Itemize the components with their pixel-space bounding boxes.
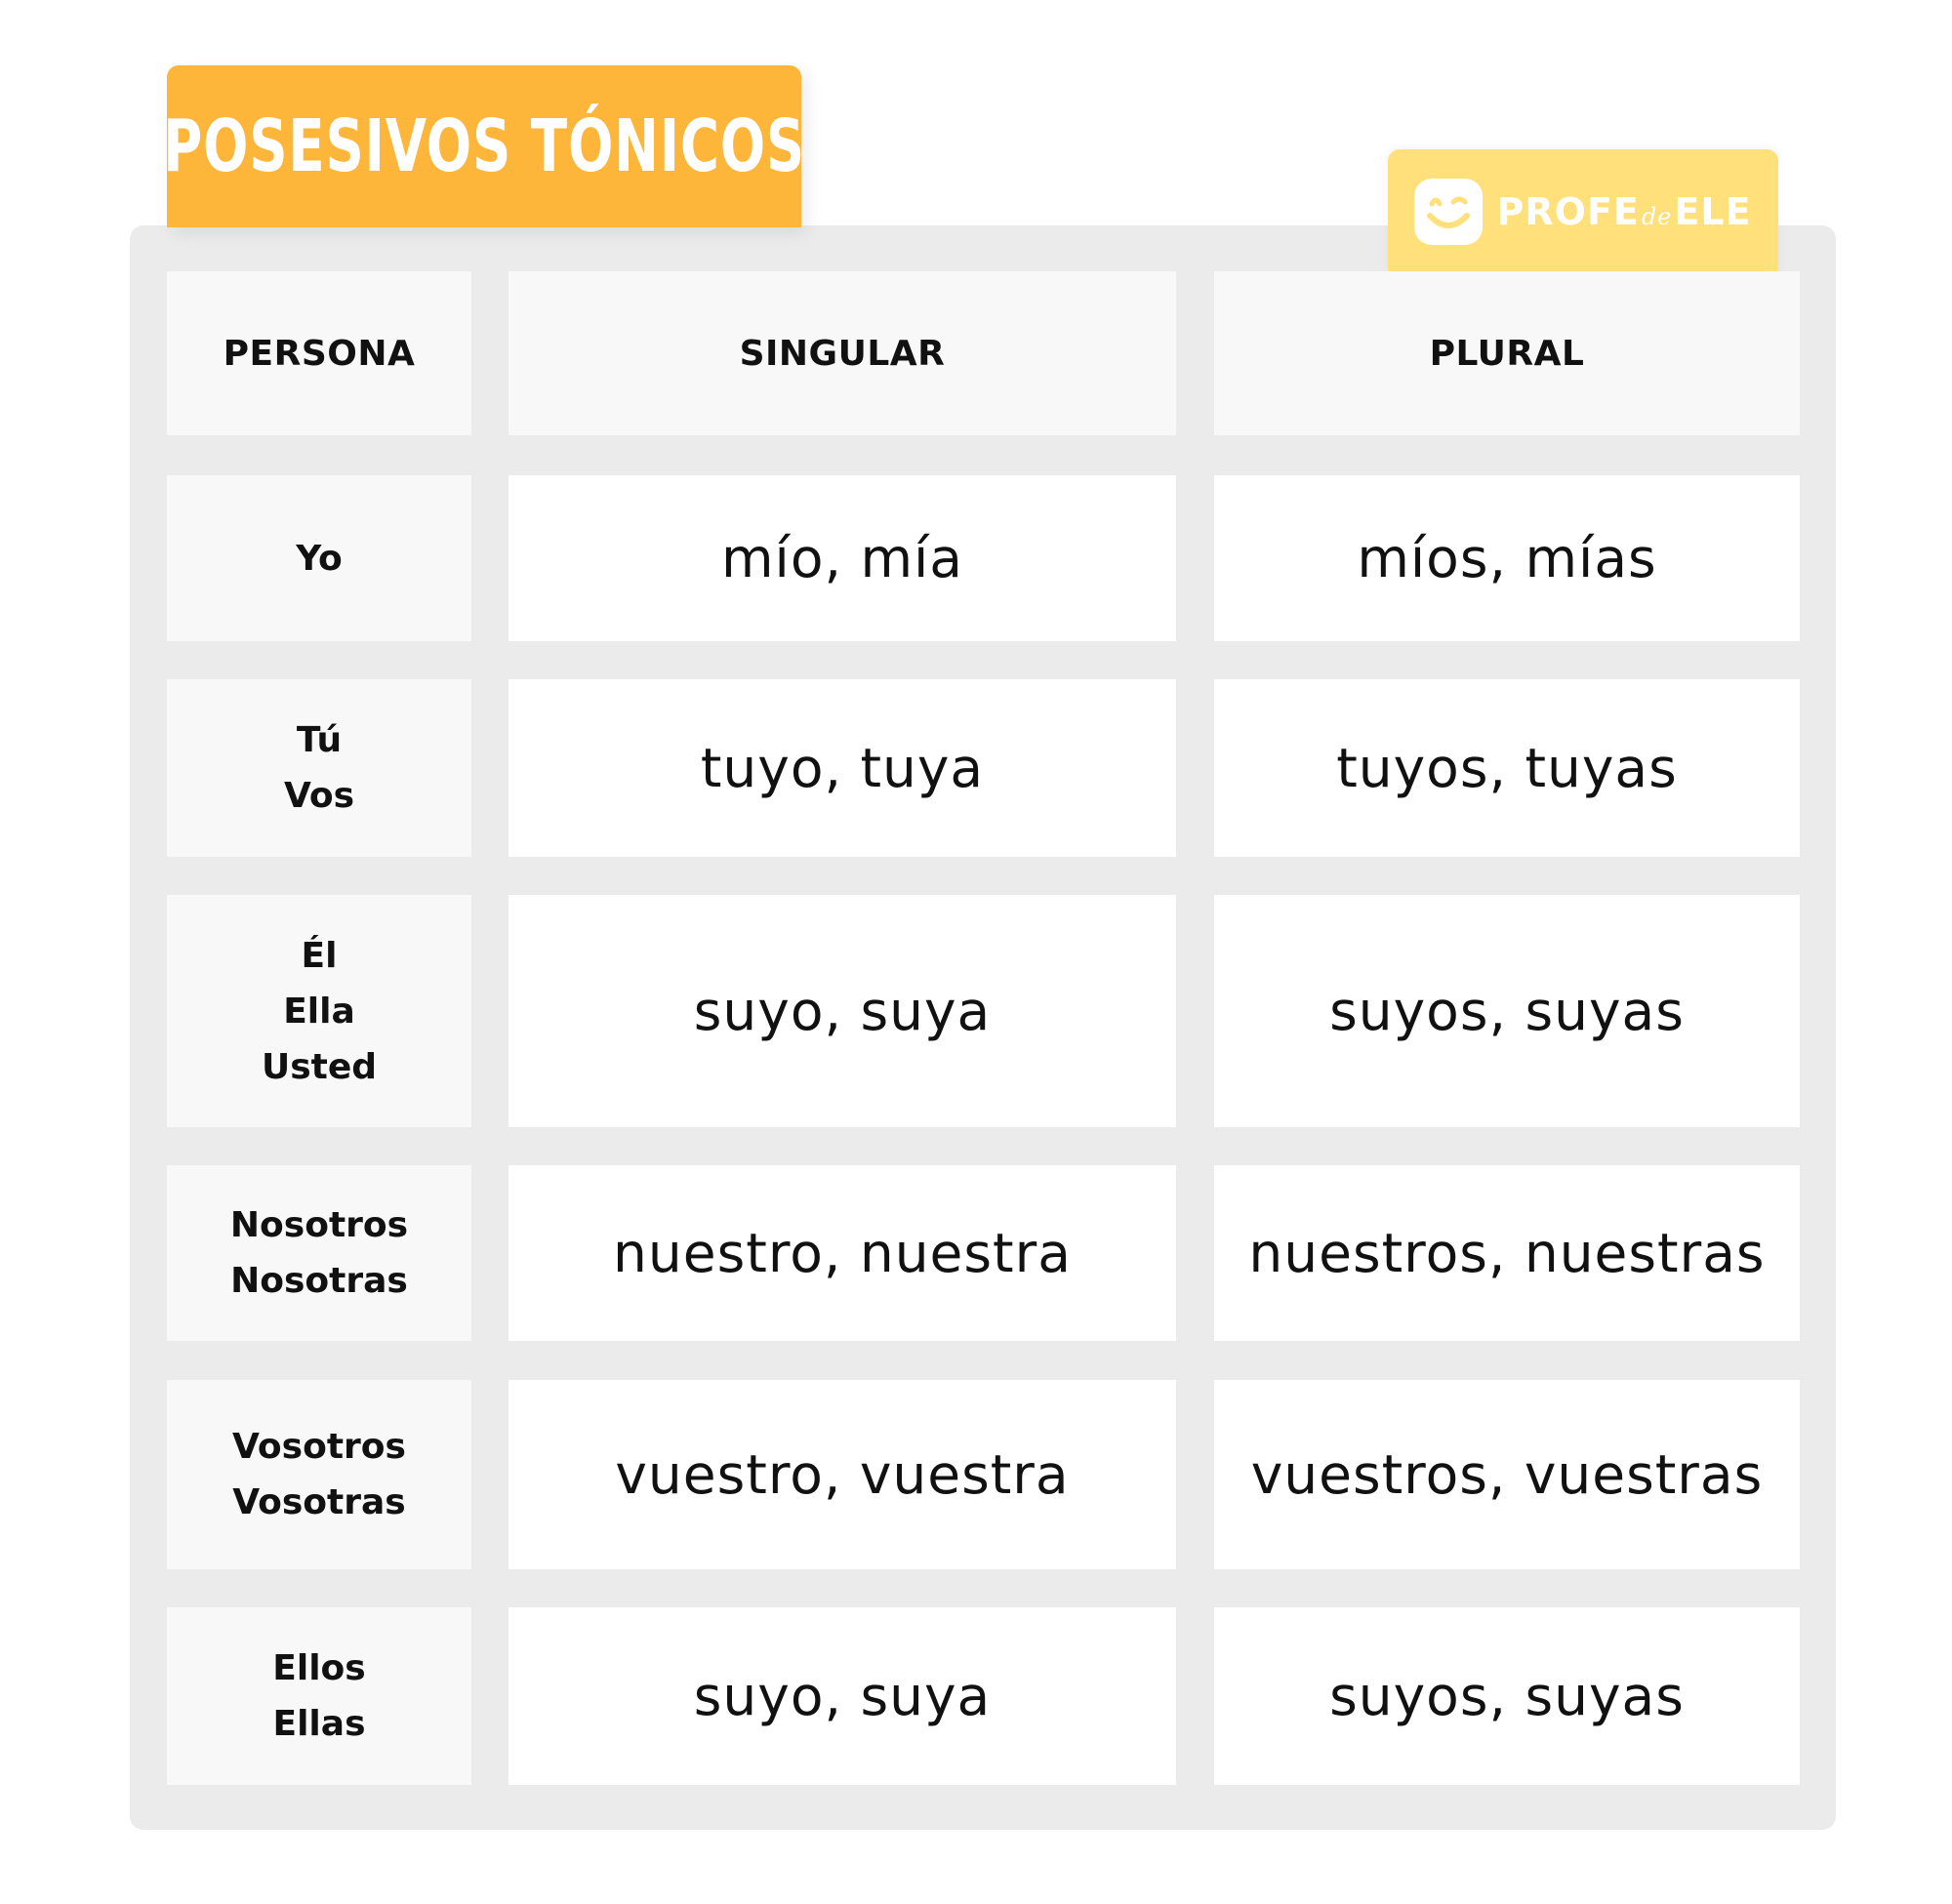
smiley-face-icon — [1414, 179, 1483, 245]
persona-cell — [167, 1165, 471, 1341]
plural-cell — [1214, 895, 1800, 1127]
brand-de: de — [1641, 203, 1673, 230]
persona-label: Ellos Ellas — [272, 1648, 366, 1744]
singular-cell — [508, 679, 1176, 857]
plural-value: vuestros, vuestras — [1250, 1443, 1764, 1506]
brand-profe: PROFE — [1496, 190, 1640, 233]
singular-value: mío, mía — [720, 527, 964, 589]
persona-cell — [167, 1380, 471, 1569]
persona-label: Yo — [296, 538, 343, 579]
persona-cell — [167, 679, 471, 857]
plural-cell — [1214, 679, 1800, 857]
singular-cell — [508, 895, 1176, 1127]
persona-label: Él Ella Usted — [261, 935, 378, 1087]
persona-label: Nosotros Nosotras — [229, 1205, 409, 1301]
persona-cell — [167, 1607, 471, 1785]
singular-cell — [508, 1165, 1176, 1341]
plural-cell — [1214, 1165, 1800, 1341]
singular-cell — [508, 475, 1176, 641]
brand-logo — [1388, 149, 1778, 274]
plural-value: tuyos, tuyas — [1336, 737, 1678, 799]
plural-value: suyos, suyas — [1329, 980, 1685, 1042]
column-header-label: PLURAL — [1429, 333, 1585, 374]
persona-label: Tú Vos — [283, 720, 355, 816]
column-header-label: SINGULAR — [739, 333, 946, 374]
column-header-singular — [508, 271, 1176, 435]
column-header-label: PERSONA — [223, 333, 416, 374]
page-title: POSESIVOS TÓNICOS — [163, 104, 805, 188]
singular-value: suyo, suya — [693, 1665, 992, 1727]
plural-value: suyos, suyas — [1329, 1665, 1685, 1727]
brand-name — [1496, 190, 1751, 233]
plural-value: nuestros, nuestras — [1248, 1222, 1766, 1284]
title-banner — [163, 65, 805, 227]
brand-ele: ELE — [1674, 190, 1752, 233]
singular-value: vuestro, vuestra — [615, 1443, 1070, 1506]
plural-cell — [1214, 1380, 1800, 1569]
singular-cell — [508, 1380, 1176, 1569]
column-header-persona — [167, 271, 471, 435]
plural-cell — [1214, 1607, 1800, 1785]
singular-value: tuyo, tuya — [700, 737, 985, 799]
singular-value: nuestro, nuestra — [613, 1222, 1072, 1284]
persona-label: Vosotros Vosotras — [232, 1427, 406, 1522]
plural-value: míos, mías — [1357, 527, 1657, 589]
singular-cell — [508, 1607, 1176, 1785]
persona-cell — [167, 475, 471, 641]
persona-cell — [167, 895, 471, 1127]
plural-cell — [1214, 475, 1800, 641]
column-header-plural — [1214, 271, 1800, 435]
singular-value: suyo, suya — [693, 980, 992, 1042]
